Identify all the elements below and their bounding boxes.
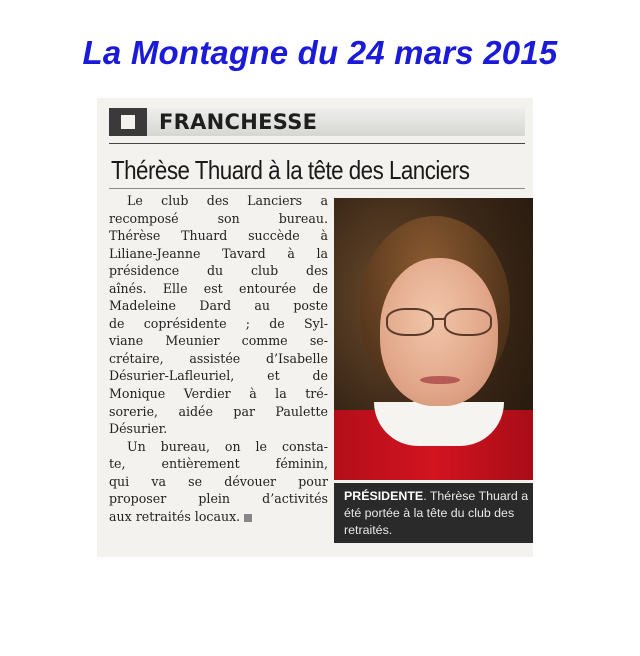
glasses	[386, 308, 494, 334]
body-line: Un bureau, on le consta-	[127, 438, 328, 454]
divider	[109, 188, 525, 189]
body-line: viane Meunier comme se-	[109, 333, 328, 349]
body-line: recomposé son bureau.	[109, 210, 328, 226]
divider	[109, 143, 525, 144]
body-line: Madeleine Dard au poste	[109, 298, 328, 314]
headline: Thérèse Thuard à la tête des Lanciers	[111, 155, 470, 185]
page-title: La Montagne du 24 mars 2015	[82, 34, 558, 71]
body-line: Monique Verdier à la tré-	[109, 386, 328, 402]
caption-body: . Thérèse Thuard a été portée à la tête du club des retraités.	[344, 489, 529, 537]
body-line: Le club des Lanciers a	[127, 193, 328, 208]
section-square-icon	[109, 108, 147, 136]
body-line: te, entièrement féminin,	[109, 456, 328, 472]
body-line: présidence du club des	[109, 263, 328, 279]
article-body	[109, 192, 328, 525]
body-line: Liliane-Jeanne Tavard à la	[109, 245, 328, 261]
body-line: sorerie, aidée par Paulette	[109, 403, 328, 419]
end-square-icon	[244, 514, 252, 522]
body-line: aînés. Elle est entourée de	[109, 280, 328, 296]
body-line: de coprésidente ; de Syl-	[109, 315, 328, 331]
section-bar	[109, 108, 525, 136]
body-line: Thérèse Thuard succède à	[109, 228, 328, 244]
body-line-text: aux retraités locaux.	[109, 508, 241, 524]
body-line: proposer plein d’activités	[109, 491, 328, 507]
body-line: crétaire, assistée d’Isabelle	[109, 350, 328, 366]
body-line: Désurier.	[109, 421, 168, 437]
caption-text	[344, 488, 530, 539]
body-line: qui va se dévouer pour	[109, 473, 328, 489]
body-line-last	[109, 508, 328, 526]
newspaper-clipping	[97, 98, 533, 557]
portrait-photo	[334, 198, 533, 480]
body-line: Désurier-Lafleuriel, et de	[109, 368, 328, 384]
section-label: FRANCHESSE	[159, 110, 318, 134]
caption-label: PRÉSIDENTE	[344, 489, 424, 503]
photo-caption	[334, 483, 533, 543]
